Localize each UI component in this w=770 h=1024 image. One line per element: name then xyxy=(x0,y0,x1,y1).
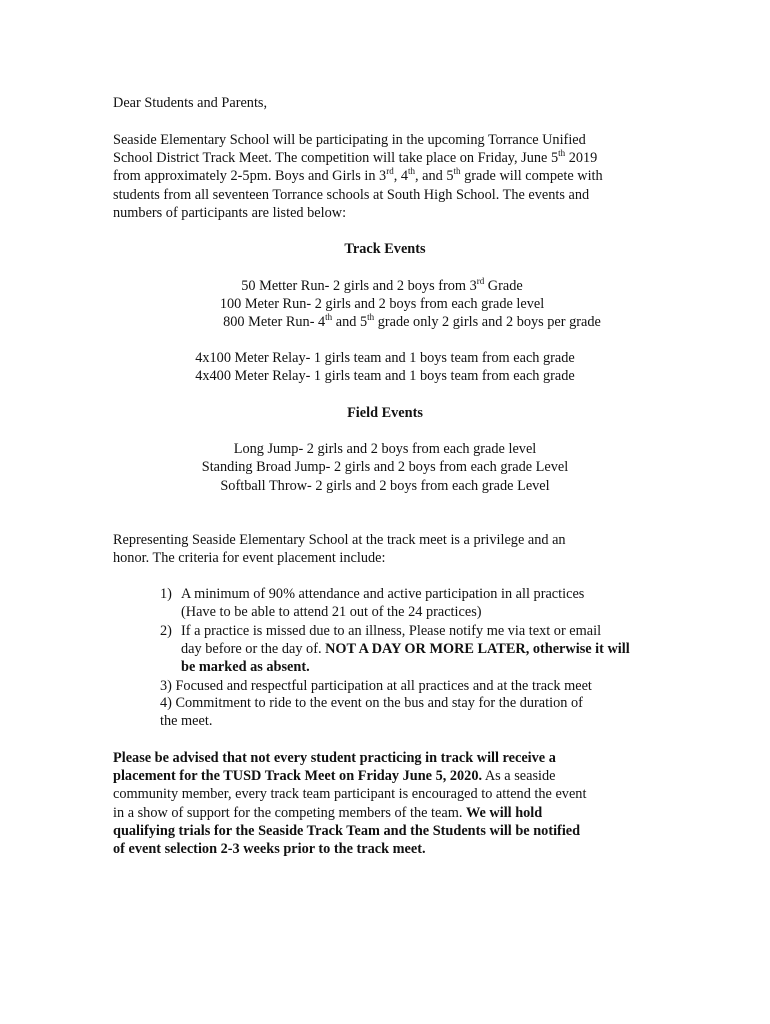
salutation: Dear Students and Parents, xyxy=(113,95,268,111)
closing-line: of event selection 2-3 weeks prior to the track meet. xyxy=(113,841,426,858)
track-event: 50 Metter Run- 2 girls and 2 boys from 3rd Grade xyxy=(241,276,523,294)
field-events-heading: Field Events xyxy=(347,405,423,421)
criteria-item-4 xyxy=(160,694,680,730)
track-event: 4x100 Meter Relay- 1 girls team and 1 boys team from each grade xyxy=(195,350,575,366)
criteria-item-3: 3) Focused and respectful participation at all practices and at the track meet xyxy=(160,678,592,694)
item-text: day before or the day of. NOT A DAY OR MORE LATER, otherwise it will xyxy=(181,641,630,658)
item-text: (Have to be able to attend 21 out of the 24 practices) xyxy=(181,604,482,621)
intro-line: Seaside Elementary School will be participating in the upcoming Torrance Unified xyxy=(113,132,586,148)
track-event: 100 Meter Run- 2 girls and 2 boys from each grade level xyxy=(219,296,545,312)
closing-line: community member, every track team participant is encouraged to attend the event xyxy=(113,786,587,803)
field-event: Softball Throw- 2 girls and 2 boys from each grade Level xyxy=(220,478,550,494)
intro-line: students from all seventeen Torrance schools at South High School. The events and xyxy=(113,186,590,203)
item-number: 1) xyxy=(160,586,172,602)
field-event: Long Jump- 2 girls and 2 boys from each grade level xyxy=(233,441,537,457)
intro-line: School District Track Meet. The competition will take place on Friday, June 5th 2019 xyxy=(113,148,598,167)
closing-line: Please be advised that not every student practicing in track will receive a xyxy=(113,750,556,766)
criteria-intro-line: Representing Seaside Elementary School at the track meet is a privilege and an xyxy=(113,532,566,548)
closing-line: qualifying trials for the Seaside Track Team and the Students will be notified xyxy=(113,822,581,839)
field-event: Standing Broad Jump- 2 girls and 2 boys from each grade Level xyxy=(201,459,569,475)
criteria-item-2 xyxy=(160,622,680,677)
criteria-item-1 xyxy=(160,585,680,621)
track-event: 4x400 Meter Relay- 1 girls team and 1 boys team from each grade xyxy=(195,368,575,384)
item-text: the meet. xyxy=(160,713,213,730)
criteria-intro xyxy=(113,531,673,567)
track-event: 800 Meter Run- 4th and 5th grade only 2 girls and 2 boys per grade xyxy=(223,312,601,330)
item-text: If a practice is missed due to an illness, Please notify me via text or email xyxy=(181,623,602,639)
closing-paragraph xyxy=(113,749,673,858)
intro-paragraph xyxy=(113,131,673,222)
item-text: A minimum of 90% attendance and active participation in all practices xyxy=(181,586,585,602)
item-number: 2) xyxy=(160,623,172,639)
intro-line: numbers of participants are listed below: xyxy=(113,204,347,221)
track-events-heading: Track Events xyxy=(344,241,426,257)
item-text: 4) Commitment to ride to the event on the bus and stay for the duration of xyxy=(160,695,583,711)
intro-line: from approximately 2-5pm. Boys and Girls in 3rd, 4th, and 5th grade will compete with xyxy=(113,166,603,185)
closing-line: placement for the TUSD Track Meet on Friday June 5, 2020. As a seaside xyxy=(113,768,556,785)
criteria-intro-line: honor. The criteria for event placement include: xyxy=(113,550,386,567)
item-text: be marked as absent. xyxy=(181,659,310,676)
closing-line: in a show of support for the competing members of the team. We will hold xyxy=(113,804,543,821)
